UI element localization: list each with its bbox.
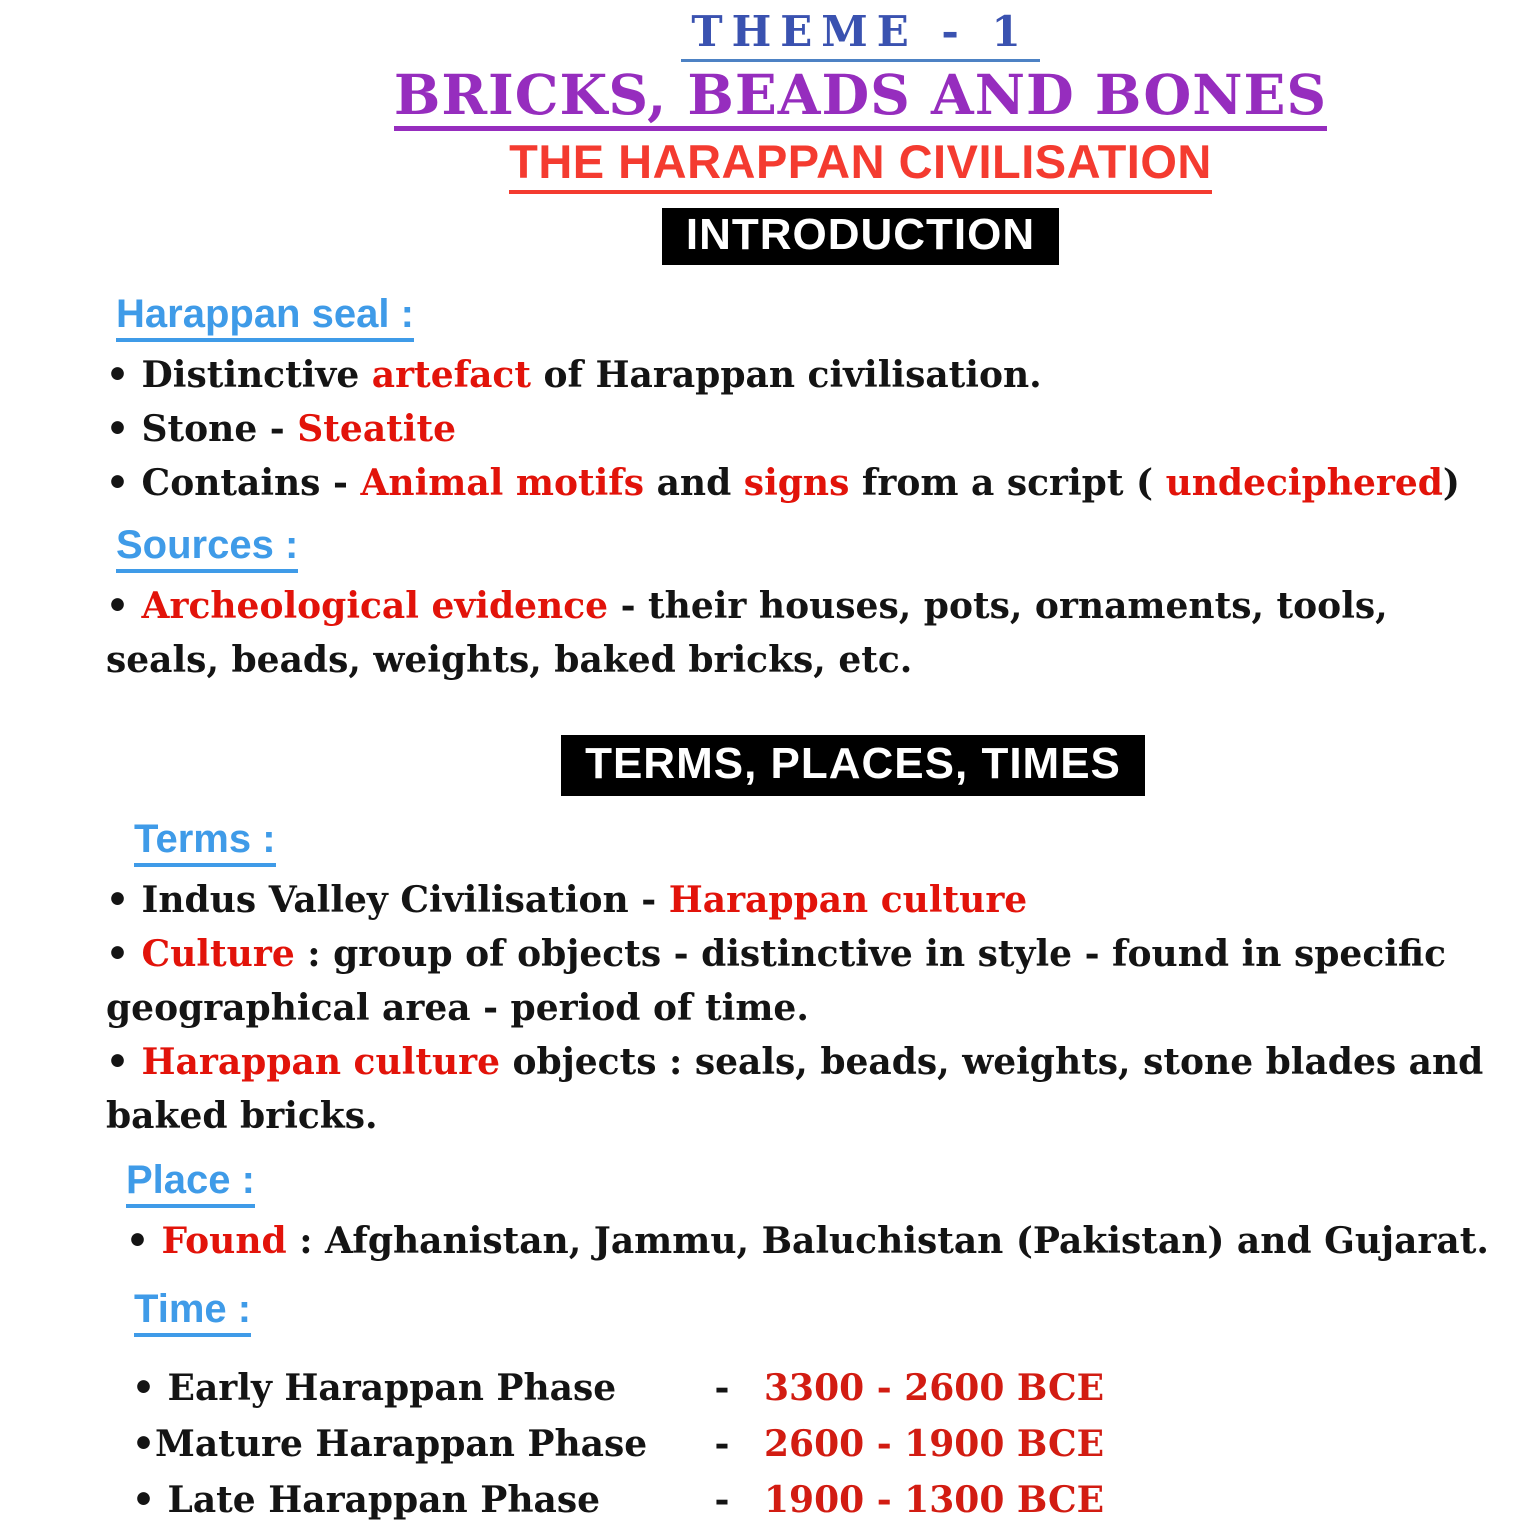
bullet-found-places: • Found : Afghanistan, Jammu, Baluchistan (Pakistan) and Gujarat. <box>126 1220 1489 1263</box>
introduction-banner-row <box>195 194 1526 265</box>
theme-title-row <box>195 7 1526 62</box>
time-range: 1900 - 1300 BCE <box>764 1478 1105 1521</box>
time-row-mature <box>132 1417 1508 1473</box>
terms-places-times-section <box>0 816 1526 1528</box>
bullet-distinctive-artefact: • Distinctive artefact of Harappan civilisation. <box>106 354 1042 397</box>
time-phase: • Early Harappan Phase <box>132 1367 617 1410</box>
bullet-contains-motifs: • Contains - Animal motifs and signs from a script ( undeciphered) <box>106 462 1460 505</box>
bullet-indus-valley: • Indus Valley Civilisation - Harappan culture <box>106 879 1028 922</box>
time-phase: •Mature Harappan Phase <box>132 1423 648 1466</box>
subtitle-row <box>195 131 1526 194</box>
sources-bullets <box>106 579 1508 687</box>
terms-banner-row <box>0 721 1526 796</box>
page-title-theme: THEME - 1 <box>681 10 1039 62</box>
time-row-early <box>132 1361 1508 1417</box>
terms-places-times-banner: TERMS, PLACES, TIMES <box>561 735 1145 796</box>
harappan-seal-bullets <box>106 348 1508 510</box>
time-dash: - <box>714 1423 730 1466</box>
time-table <box>132 1361 1508 1528</box>
bullet-archeological-evidence: • Archeological evidence - their houses, pots, ornaments, tools, seals, beads, weights, baked bricks, etc. <box>106 585 1388 682</box>
page-title-main: BRICKS, BEADS AND BONES <box>394 66 1327 131</box>
sources-heading: Sources : <box>116 522 1508 573</box>
page-header <box>0 7 1526 265</box>
page-title-subtitle: THE HARAPPAN CIVILISATION <box>509 137 1212 194</box>
time-dash: - <box>714 1478 730 1521</box>
terms-heading: Terms : <box>134 816 1508 867</box>
bullet-culture-definition: • Culture : group of objects - distinctive in style - found in specific geographical area - period of time. <box>106 933 1447 1030</box>
time-range: 2600 - 1900 BCE <box>764 1423 1105 1466</box>
place-heading: Place : <box>126 1157 1508 1208</box>
place-bullets <box>106 1214 1508 1268</box>
harappan-seal-heading: Harappan seal : <box>116 291 1508 342</box>
time-row-late <box>132 1473 1508 1529</box>
bullet-stone-steatite: • Stone - Steatite <box>106 408 456 451</box>
introduction-section <box>0 291 1526 687</box>
time-range: 3300 - 2600 BCE <box>764 1367 1105 1410</box>
time-phase: • Late Harappan Phase <box>132 1478 600 1521</box>
time-dash: - <box>714 1367 730 1410</box>
time-heading: Time : <box>134 1286 1508 1337</box>
bullet-harappan-culture-objects: • Harappan culture objects : seals, beads, weights, stone blades and baked bricks. <box>106 1041 1484 1138</box>
main-title-row <box>195 62 1526 131</box>
terms-bullets <box>106 873 1508 1143</box>
introduction-banner: INTRODUCTION <box>662 208 1059 265</box>
